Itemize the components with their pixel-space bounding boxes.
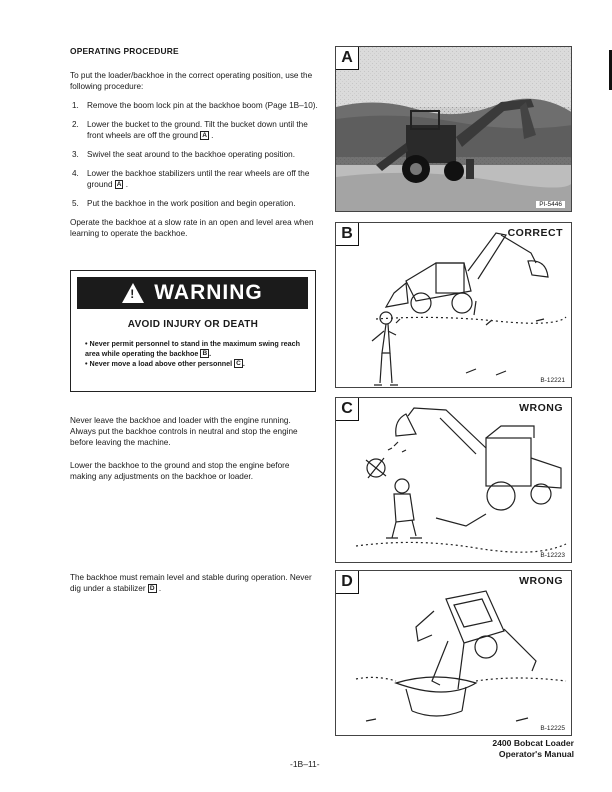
warning-bullet-text: • Never move a load above other personnel xyxy=(85,359,233,368)
warning-bullets xyxy=(85,339,309,369)
figure-letter: B xyxy=(336,223,359,246)
adjustments-paragraph: Lower the backhoe to the ground and stop the engine before making any adjustments on the backhoe or loader. xyxy=(70,461,290,481)
procedure-step xyxy=(70,198,318,209)
figure-letter: A xyxy=(336,47,359,70)
figure-c-wrong xyxy=(335,397,572,563)
figure-ref-badge: A xyxy=(202,132,207,139)
warning-bullet-text: • Never permit personnel to stand in the maximum swing reach area while operating the backhoe xyxy=(85,339,301,358)
figure-code: PI-5446 xyxy=(536,201,565,208)
procedure-step xyxy=(70,100,318,111)
leave-machine-paragraph: Never leave the backhoe and loader with the engine running. Always put the backhoe controls in neutral and stop the engine before leaving the machine. xyxy=(70,416,298,447)
manual-title xyxy=(492,738,574,760)
level-paragraph: The backhoe must remain level and stable during operation. Never dig under a stabilizer D . xyxy=(70,573,312,593)
step-text: Put the backhoe in the work position and begin operation. xyxy=(87,199,296,208)
figure-letter: C xyxy=(336,398,359,421)
figure-ref-badge: D xyxy=(149,585,155,592)
figure-code: B-12225 xyxy=(540,725,565,732)
procedure-steps xyxy=(70,100,318,209)
manual-title-line2: Operator's Manual xyxy=(498,749,574,759)
step-number: 2. xyxy=(72,120,79,129)
intro-paragraph: To put the loader/backhoe in the correct operating position, use the following procedure: xyxy=(70,71,313,91)
correct-operation-illustration xyxy=(336,223,572,388)
warning-subheading: AVOID INJURY OR DEATH xyxy=(127,319,259,330)
step-text: Lower the backhoe stabilizers until the rear wheels are off the ground xyxy=(87,169,310,189)
backhoe-photo-image xyxy=(336,47,572,212)
level-text: The backhoe must remain level and stable during operation. Never dig under a stabilizer xyxy=(70,573,312,593)
warning-bullet: • Never permit personnel to stand in the maximum swing reach area while operating the backhoe B . xyxy=(85,339,301,358)
operate-paragraph: Operate the backhoe at a slow rate in an open and level area when learning to operate the backhoe. xyxy=(70,218,314,238)
wrong-dig-under-stabilizer-illustration xyxy=(336,571,572,736)
figure-status-label: WRONG xyxy=(519,402,563,414)
step-number: 3. xyxy=(72,150,79,159)
figure-code: B-12223 xyxy=(540,552,565,559)
procedure-step: 4. Lower the backhoe stabilizers until the rear wheels are off the ground A . xyxy=(72,169,310,189)
warning-title: WARNING xyxy=(154,281,263,304)
step-number: 1. xyxy=(72,101,79,110)
figure-status-label: CORRECT xyxy=(507,227,563,239)
section-heading: OPERATING PROCEDURE xyxy=(70,46,179,56)
step-number: 4. xyxy=(72,169,79,178)
figure-ref-badge: B xyxy=(202,350,208,357)
warning-box xyxy=(70,270,316,392)
warning-triangle-icon xyxy=(122,283,144,303)
page-number: -1B–11- xyxy=(290,759,320,769)
step-number: 5. xyxy=(72,199,79,208)
procedure-step xyxy=(70,149,318,160)
procedure-step: 2. Lower the bucket to the ground. Tilt the bucket down until the front wheels are off the ground A . xyxy=(72,120,308,140)
exclamation-icon: ! xyxy=(130,287,135,301)
figure-code: B-12221 xyxy=(540,377,565,384)
warning-bullet: • Never move a load above other personnel C . xyxy=(85,359,245,368)
figure-letter: D xyxy=(336,571,359,594)
figure-b-correct xyxy=(335,222,572,388)
figure-a-photo xyxy=(335,46,572,212)
figure-status-label: WRONG xyxy=(519,575,563,587)
warning-banner xyxy=(77,277,308,309)
step-text: Swivel the seat around to the backhoe operating position. xyxy=(87,150,296,159)
figure-ref-badge: A xyxy=(116,181,122,188)
figure-d-wrong xyxy=(335,570,572,736)
procedure-section xyxy=(70,46,318,247)
step-text: Lower the bucket to the ground. Tilt the bucket down until the front wheels are off the ground xyxy=(87,120,308,140)
step-text: Remove the boom lock pin at the backhoe boom (Page 1B–10). xyxy=(87,101,318,110)
manual-title-line1: 2400 Bobcat Loader xyxy=(492,738,574,748)
figure-ref-badge: C xyxy=(236,360,241,367)
wrong-load-over-person-illustration xyxy=(336,398,572,563)
